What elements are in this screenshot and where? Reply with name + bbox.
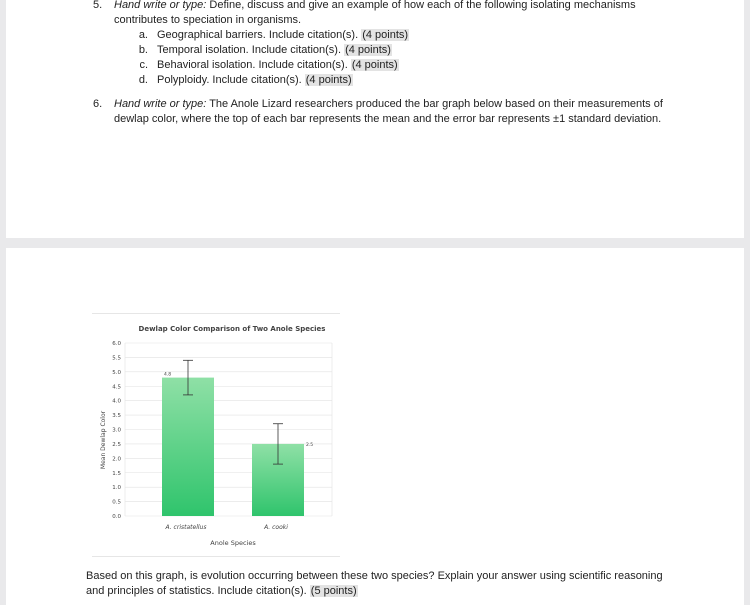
points-badge: (4 points)	[345, 44, 391, 56]
y-axis-title: Mean Dewlap Color	[100, 410, 107, 470]
y-tick-label: 5.5	[112, 355, 121, 362]
item-text: Behavioral isolation. Include citation(s).	[157, 59, 348, 71]
item-letter: d.	[138, 74, 148, 86]
question-text-line2: contributes to speciation in organisms.	[114, 14, 302, 26]
question-text	[114, 0, 636, 13]
chart-title: Dewlap Color Comparison of Two Anole Species	[138, 325, 326, 333]
y-tick-label: 5.0	[112, 369, 121, 376]
question-text-line1: Define, discuss and give an example of how each of the following isolating mechanisms	[209, 0, 636, 11]
y-tick-label: 3.0	[112, 427, 121, 434]
question-number: 5.	[93, 0, 103, 11]
x-axis-title: Anole Species	[210, 539, 256, 547]
x-tick-label: A. cristatellus	[165, 524, 207, 531]
question-text	[114, 97, 663, 112]
item-letter: c.	[139, 59, 148, 71]
item-letter: a.	[138, 29, 148, 41]
y-tick-label: 2.0	[112, 456, 121, 463]
question-text-line2: dewlap color, where the top of each bar represents the mean and the error bar represents ±1 standard deviation.	[114, 113, 662, 125]
y-tick-label: 6.0	[112, 341, 121, 347]
y-tick-label: 2.5	[112, 441, 121, 448]
item-text: Temporal isolation. Include citation(s).	[157, 44, 342, 56]
y-tick-label: 1.5	[112, 470, 121, 477]
bar	[162, 378, 214, 516]
question-number: 6.	[93, 98, 103, 110]
points-badge: (5 points)	[310, 585, 357, 597]
y-tick-label: 1.0	[112, 485, 121, 492]
question-text-line1: The Anole Lizard researchers produced the bar graph below based on their measurements of	[209, 98, 663, 110]
y-tick-label: 0.5	[112, 499, 121, 506]
data-label: 4.8	[164, 372, 172, 378]
chart-top-rule	[92, 313, 340, 314]
question-lead: Hand write or type:	[114, 0, 207, 11]
y-tick-label: 4.5	[112, 384, 121, 391]
question-lead: Hand write or type:	[114, 98, 207, 110]
x-tick-label: A. cooki	[264, 524, 288, 531]
question-text-line2-wrap	[86, 584, 706, 599]
points-badge: (4 points)	[362, 29, 409, 41]
dewlap-bar-chart	[92, 316, 342, 560]
y-tick-label: 3.5	[112, 413, 121, 420]
item-letter: b.	[138, 44, 148, 56]
item-text: Polyploidy. Include citation(s).	[157, 74, 302, 86]
question-text-line2: and principles of statistics. Include citation(s).	[86, 585, 307, 597]
data-label: 2.5	[306, 442, 314, 448]
chart-svg	[92, 316, 342, 560]
y-tick-label: 4.0	[112, 398, 121, 405]
points-badge: (4 points)	[351, 59, 398, 71]
item-text: Geographical barriers. Include citation(s).	[157, 29, 359, 41]
y-tick-label: 0.0	[112, 514, 121, 520]
question-text-line1: Based on this graph, is evolution occurring between these two species? Explain your answer using scientific reasoning	[86, 570, 663, 582]
question-7	[86, 569, 706, 599]
points-badge: (4 points)	[305, 74, 352, 86]
document-page-1	[6, 0, 744, 238]
